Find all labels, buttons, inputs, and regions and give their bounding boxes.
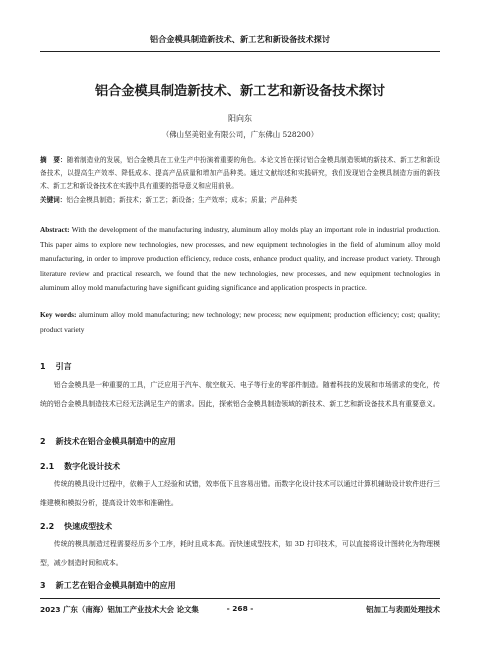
- section-heading-3: [40, 580, 440, 591]
- section-number: 2.2: [40, 522, 55, 531]
- section-title: 快速成型技术: [64, 522, 113, 531]
- keywords-en-label: Key words:: [40, 310, 77, 319]
- author-name: 阳向东: [228, 114, 252, 123]
- section-title: 数字化设计技术: [64, 462, 121, 471]
- section-number: 1: [40, 362, 46, 371]
- abstract-en: [40, 223, 440, 296]
- section-title: 新工艺在铝合金模具制造中的应用: [55, 581, 176, 590]
- running-head: 铝合金模具制造新技术、新工艺和新设备技术探讨: [149, 34, 331, 44]
- footer-proceedings: 2023 广东（南海）铝加工产业技术大会 论文集: [40, 605, 199, 614]
- paragraph-digital-design: 传统的模具设计过程中，依赖于人工经验和试错，效率低下且容易出错。而数字化设计技术可以通过计算机辅助设计软件进行三维建模和模拟分析，提高设计效率和准确性。: [40, 480, 440, 507]
- keywords-en-text: aluminum alloy mold manufacturing; new technology; new process; new equipment; production efficiency; cost; quality; product variety: [40, 310, 440, 334]
- abstract-cn-label: 摘 要：: [40, 156, 67, 164]
- section-heading-1: [40, 361, 440, 372]
- section-number: 2.1: [40, 462, 55, 471]
- keywords-cn: [40, 194, 440, 207]
- page-number: - 268 -: [226, 604, 254, 613]
- paragraph-introduction: 铝合金模具是一种重要的工具，广泛应用于汽车、航空航天、电子等行业的零部件制造。随着科技的发展和市场需求的变化，传统的铝合金模具制造技术已经无法满足生产的需求。因此，探索铝合金模具制造领域的新技术、新工艺和新设备技术具有重要意义。: [40, 381, 440, 408]
- abstract-en-label: Abstract:: [40, 225, 70, 234]
- footer-rule: [40, 598, 440, 599]
- section-title: 引言: [55, 362, 72, 371]
- header-rule: [40, 51, 440, 52]
- section-heading-2-1: [40, 461, 440, 472]
- paper-title: 铝合金模具制造新技术、新工艺和新设备技术探讨: [94, 84, 386, 99]
- abstract-en-text: With the development of the manufacturing industry, aluminum alloy molds play an important role in industrial production. This paper aims to explore new technologies, new processes, and new equipment technologies in the field of aluminum alloy mold manufacturing, in order to improve production efficiency, reduce costs, enhance product quality, and increase product variety. Through literature review and practical research, we found that the new technologies, new processes, and new equipment technologies in aluminum alloy mold manufacturing have significant guiding significance and application prospects in practice.: [40, 225, 440, 293]
- keywords-cn-text: 铝合金模具制造；新技术；新工艺；新设备；生产效率；成本；质量；产品种类: [66, 196, 298, 204]
- paragraph-rapid-prototyping: 传统的模具制造过程需要经历多个工序，耗时且成本高。而快速成型技术，如 3D 打印技术，可以直接将设计图转化为物理模型，减少制造时间和成本。: [40, 540, 440, 567]
- keywords-cn-label: 关键词：: [40, 196, 67, 204]
- section-number: 3: [40, 581, 46, 590]
- section-title: 新技术在铝合金模具制造中的应用: [55, 437, 176, 446]
- abstract-cn: [40, 154, 440, 193]
- abstract-cn-text: 随着制造业的发展，铝合金模具在工业生产中扮演着重要的角色。本论文旨在探讨铝合金模具制造领域的新技术、新工艺和新设备技术，以提高生产效率、降低成本、提高产品质量和增加产品种类。通过文献综述和实践研究，我们发现铝合金模具制造方面的新技术、新工艺和新设备技术在实践中具有重要的指导意义和应用前景。: [40, 156, 440, 190]
- section-number: 2: [40, 437, 46, 446]
- author-affiliation: （佛山坚美铝业有限公司，广东佛山 528200）: [161, 130, 319, 139]
- section-heading-2: [40, 436, 440, 447]
- keywords-en: [40, 308, 440, 337]
- footer-journal-section: 铝加工与表面处理技术: [366, 605, 440, 614]
- section-heading-2-2: [40, 521, 440, 532]
